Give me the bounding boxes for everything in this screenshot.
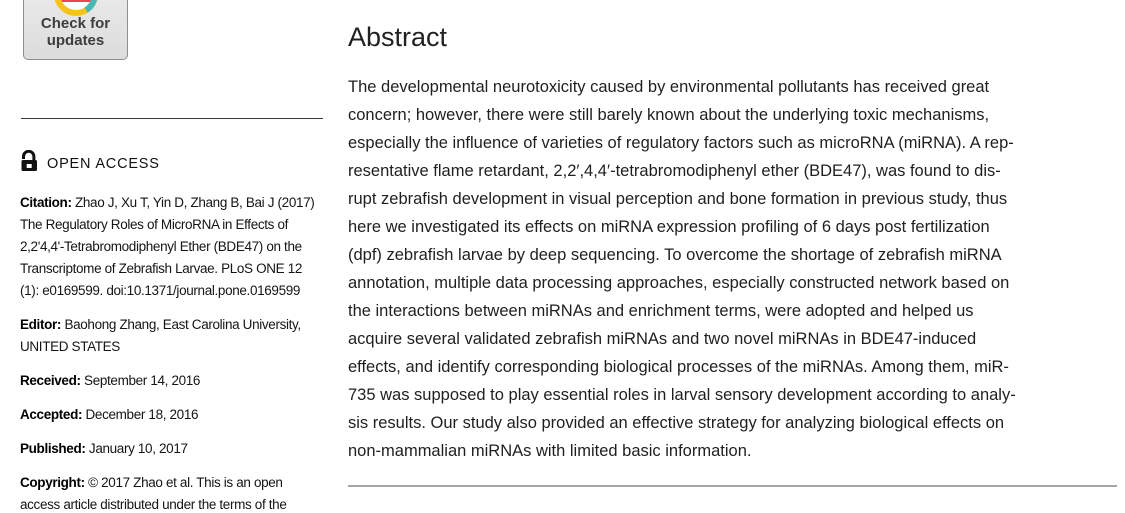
citation-text: The Regulatory Roles of MicroRNA in Effects of: [20, 217, 289, 232]
abstract-line: the interactions between miRNAs and enrichment terms, were adopted and helped us: [348, 302, 974, 320]
abstract-heading: Abstract: [348, 22, 448, 52]
abstract-line: (dpf) zebrafish larvae by deep sequencing. To overcome the shortage of zebrafish miRNA: [348, 246, 1002, 264]
abstract-line: sis results. Our study also provided an effective strategy for analyzing biological effects on: [348, 414, 1005, 432]
abstract-line: here we investigated its effects on miRNA expression profiling of 6 days post fertilization: [348, 218, 990, 236]
editor-block: [20, 314, 332, 358]
received-date: September 14, 2016: [84, 373, 201, 388]
citation-text: Transcriptome of Zebrafish Larvae. PLoS ONE 12: [20, 261, 303, 276]
open-access-badge: [20, 150, 160, 177]
published-date: January 10, 2017: [88, 441, 188, 456]
citation-doi: (1): e0169599. doi:10.1371/journal.pone.0169599: [20, 283, 301, 298]
citation-label: Citation:: [20, 195, 72, 210]
copyright-label: Copyright:: [20, 475, 85, 490]
copyright-text: access article distributed under the terms of the: [20, 497, 287, 512]
abstract-line: acquire several validated zebrafish miRNAs and two novel miRNAs in BDE47-induced: [348, 330, 977, 348]
editor-text: UNITED STATES: [20, 339, 120, 354]
check-for-updates-label: Check for updates: [40, 15, 111, 49]
abstract-line: concern; however, there were still barely known about the underlying toxic mechanisms,: [348, 106, 990, 124]
open-access-label: OPEN ACCESS: [47, 155, 160, 172]
abstract-line: resentative flame retardant, 2,2′,4,4′-tetrabromodiphenyl ether (BDE47), was found to dis-: [348, 162, 1001, 180]
published-block: [20, 438, 332, 460]
citation-text: 2,2'4,4'-Tetrabromodiphenyl Ether (BDE47) on the: [20, 239, 302, 254]
abstract-line: effects, and identify corresponding biological processes of the miRNAs. Among them, miR-: [348, 358, 1009, 376]
received-label: Received:: [20, 373, 81, 388]
sidebar-divider: [21, 118, 323, 119]
article-metadata: [20, 192, 332, 513]
abstract-line: 735 was supposed to play essential roles in larval sensory development according to analy-: [348, 386, 1016, 404]
open-lock-icon: [20, 150, 40, 177]
copyright-block: [20, 472, 332, 513]
check-for-updates-button[interactable]: [23, 0, 128, 60]
abstract-line: especially the influence of varieties of regulatory factors such as microRNA (miRNA). A rep-: [348, 134, 1014, 152]
abstract-line: rupt zebrafish development in visual perception and bone formation in previous study, thus: [348, 190, 1008, 208]
accepted-label: Accepted:: [20, 407, 83, 422]
citation-text: Zhao J, Xu T, Yin D, Zhang B, Bai J (2017): [75, 195, 315, 210]
citation-block: [20, 192, 332, 302]
abstract-text: [348, 73, 1016, 465]
abstract-line: The developmental neurotoxicity caused by environmental pollutants has received great: [348, 78, 990, 96]
abstract-bottom-divider: [348, 485, 1117, 487]
abstract-line: non-mammalian miRNAs with limited basic information.: [348, 442, 752, 460]
received-block: [20, 370, 332, 392]
accepted-block: [20, 404, 332, 426]
abstract-line: annotation, multiple data processing approaches, especially constructed network based on: [348, 274, 1010, 292]
accepted-date: December 18, 2016: [85, 407, 199, 422]
copyright-text: © 2017 Zhao et al. This is an open: [88, 475, 283, 490]
editor-label: Editor:: [20, 317, 62, 332]
published-label: Published:: [20, 441, 86, 456]
editor-text: Baohong Zhang, East Carolina University,: [64, 317, 301, 332]
